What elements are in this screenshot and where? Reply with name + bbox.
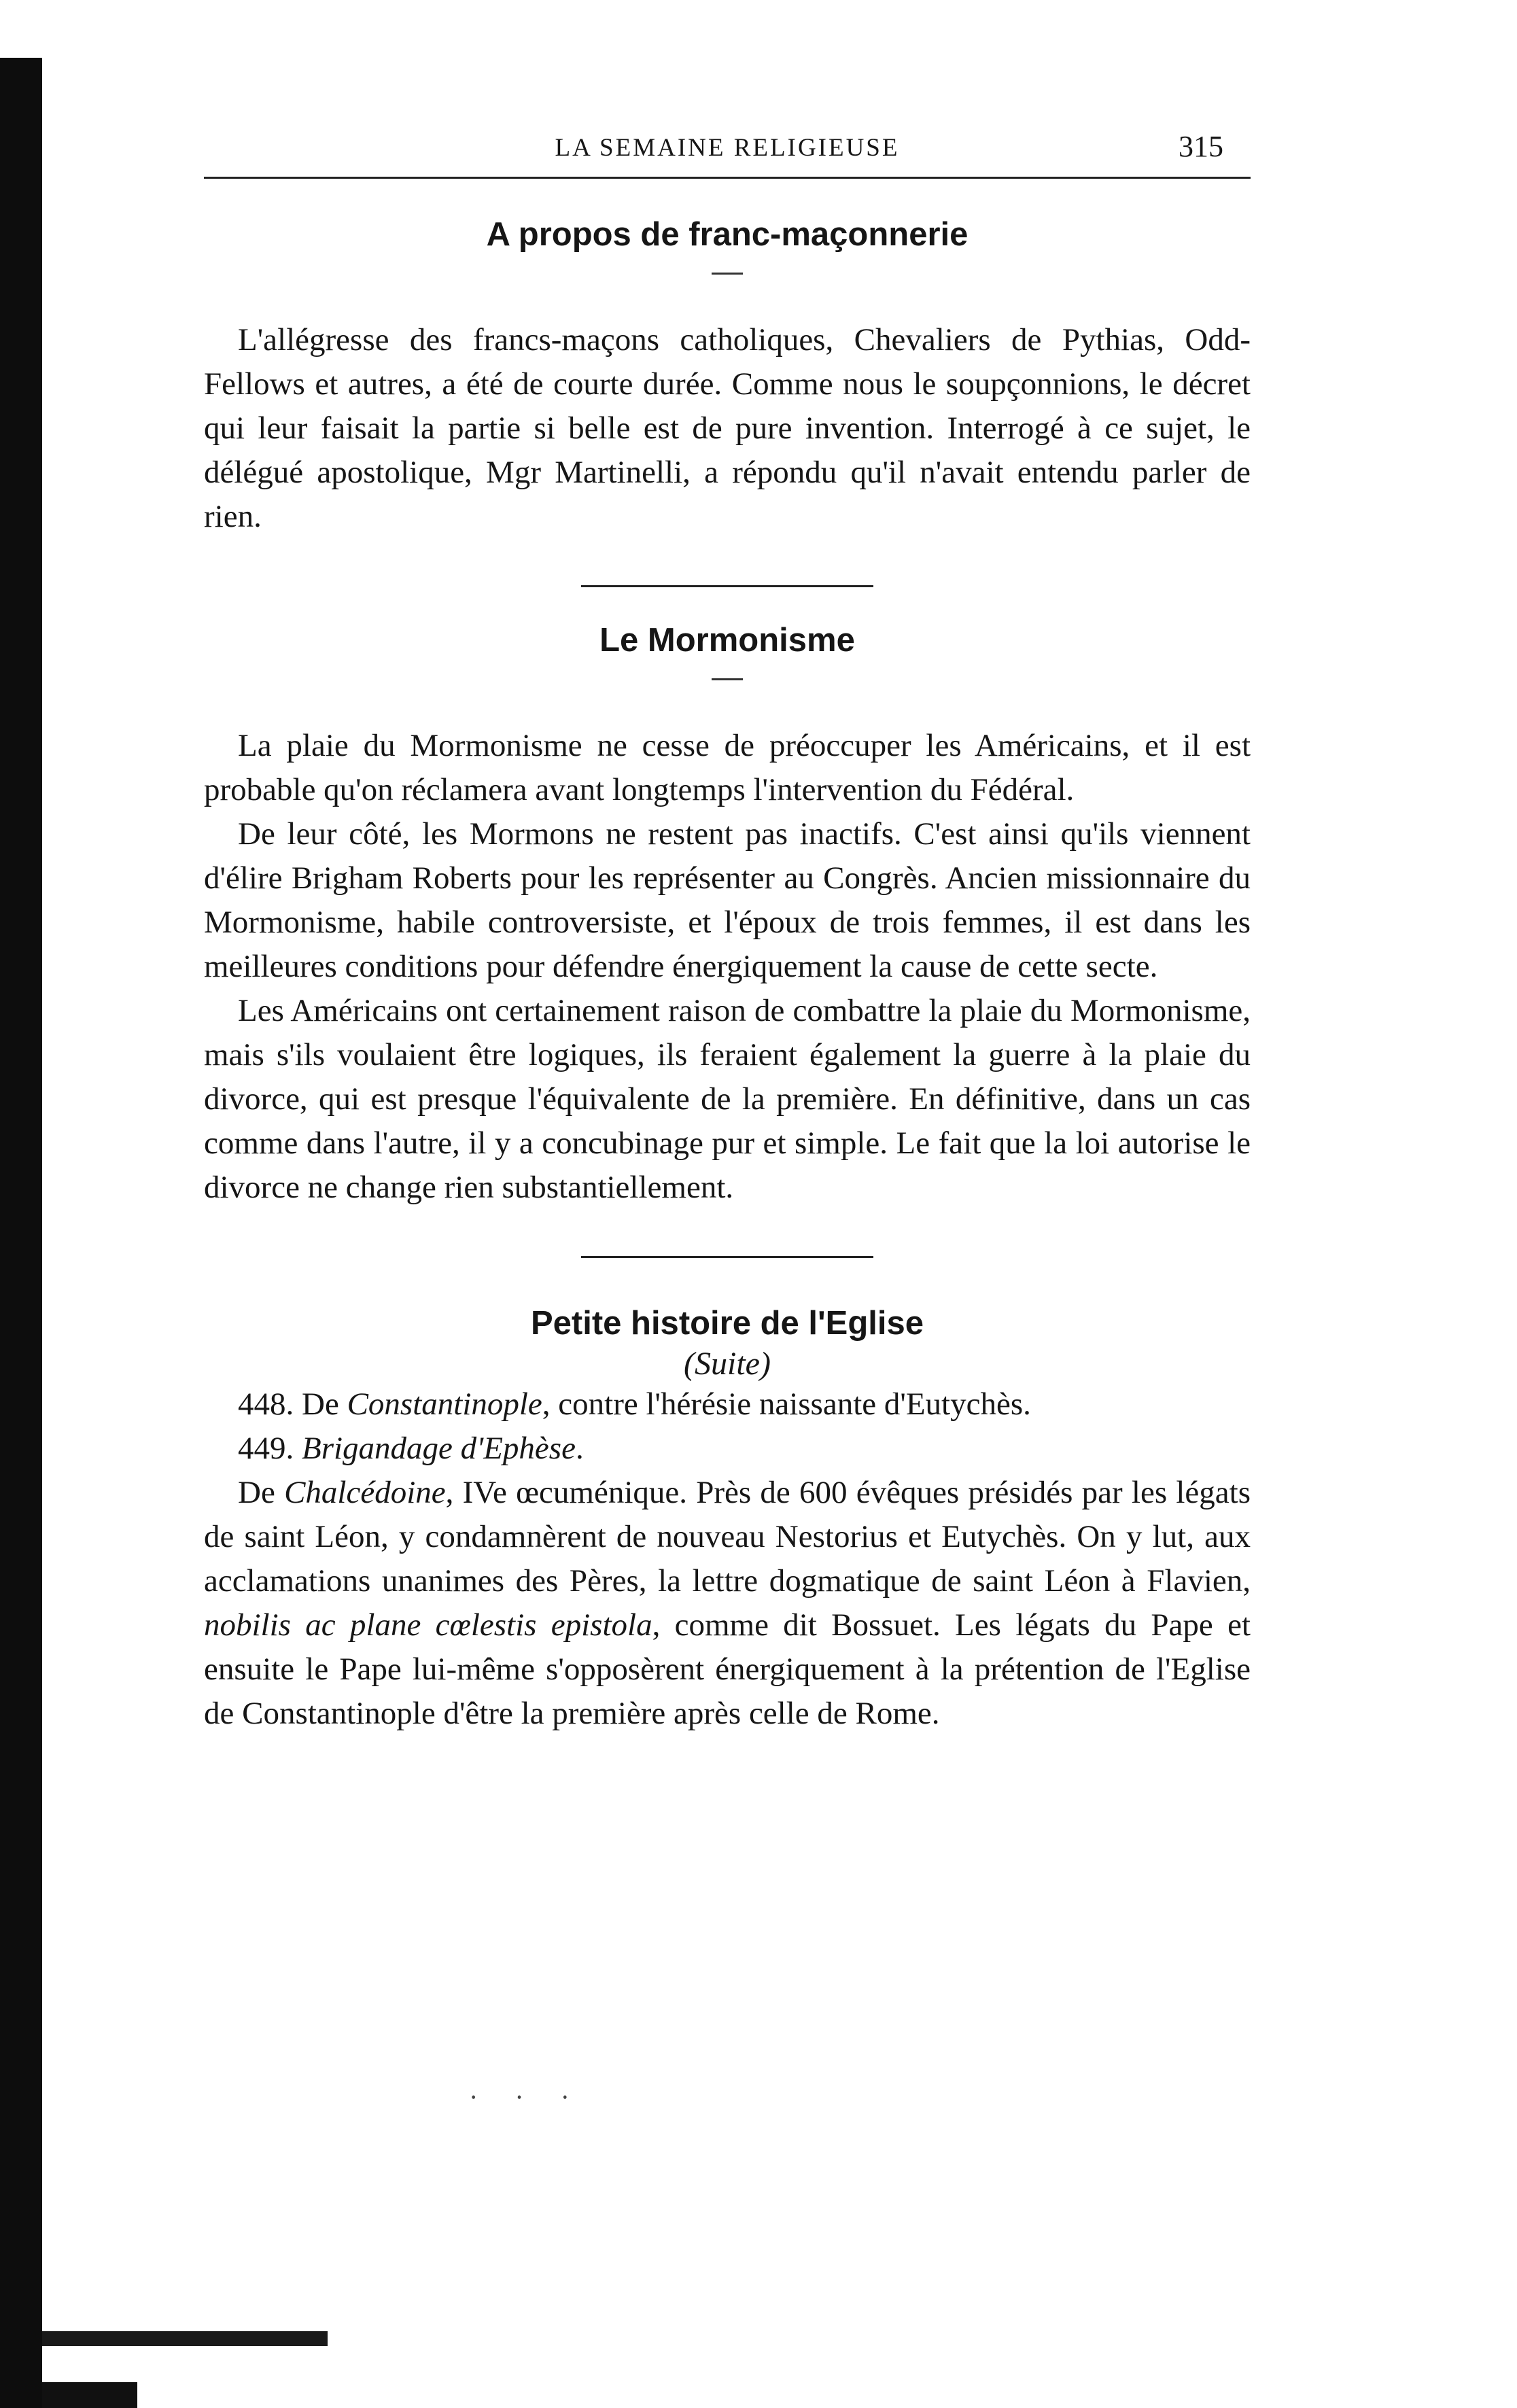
- section-body-mormonisme: [204, 724, 1251, 1210]
- binding-shadow: [0, 58, 42, 2408]
- item-text: [294, 1431, 302, 1466]
- item-emphasis: Brigandage d'Ephèse: [302, 1431, 576, 1466]
- paragraph: Les Américains ont certainement raison de combattre la plaie du Mormonisme, mais s'ils voulaient être logiques, ils feraient également la guerre à la plaie du divorce, qui est presque l'équivalente de la première. En définitive, dans un cas comme dans l'autre, il y a concubinage pur et simple. Le fait que la loi autorise le divorce ne change rien substantiellement.: [204, 993, 1251, 1205]
- paragraph: [204, 1471, 1251, 1736]
- running-head: [204, 129, 1251, 179]
- item-emphasis: Constantinople: [347, 1386, 542, 1422]
- page-number: 315: [1179, 130, 1223, 163]
- text-run: , comme dit Bossuet. Les légats du Pape et ensuite le Pape lui-même s'opposèrent énergiquement à la prétention de l'Eglise de Constantinople d'être la première après celle de Rome.: [204, 1607, 1251, 1731]
- title-dash: [712, 273, 743, 275]
- numbered-item: [204, 1427, 1251, 1471]
- section-title-franc-maconnerie: A propos de franc-maçonnerie: [486, 216, 969, 253]
- section-title-petite-histoire: Petite histoire de l'Eglise: [530, 1305, 924, 1342]
- binding-shadow-bottom: [42, 2331, 328, 2346]
- page: [204, 129, 1251, 1736]
- item-text: , contre l'hérésie naissante d'Eutychès.: [542, 1386, 1031, 1422]
- section-separator: [581, 585, 873, 587]
- item-text: De: [294, 1386, 347, 1422]
- section-subtitle: (Suite): [684, 1346, 771, 1382]
- title-dash: [712, 678, 743, 680]
- text-run: De: [238, 1475, 285, 1510]
- paragraph: La plaie du Mormonisme ne cesse de préoccuper les Américains, et il est probable qu'on réclamera avant longtemps l'intervention du Fédéral.: [204, 728, 1251, 807]
- section-body-petite-histoire: [204, 1382, 1251, 1736]
- footer-marks: · · ·: [469, 2082, 585, 2112]
- paragraph: L'allégresse des francs-maçons catholiques, Chevaliers de Pythias, Odd-Fellows et autres, a été de courte durée. Comme nous le soupçonnions, le décret qui leur faisait la partie si belle est de pure invention. Interrogé à ce sujet, le délégué apostolique, Mgr Martinelli, a répondu qu'il n'avait entendu parler de rien.: [204, 322, 1251, 534]
- text-emphasis: Chalcédoine: [284, 1475, 446, 1510]
- paragraph: De leur côté, les Mormons ne restent pas inactifs. C'est ainsi qu'ils viennent d'élire Brigham Roberts pour les représenter au Congrès. Ancien missionnaire du Mormonisme, habile controversiste, et l'époux de trois femmes, il est dans les meilleures conditions pour défendre énergiquement la cause de cette secte.: [204, 816, 1251, 984]
- section-body-franc-maconnerie: [204, 318, 1251, 539]
- item-number: 448.: [238, 1386, 294, 1422]
- running-title: LA SEMAINE RELIGIEUSE: [555, 134, 900, 162]
- text-run: , IVe œcuménique. Près de 600 évêques présidés par les légats de saint Léon, y condamnèrent de nouveau Nestorius et Eutychès. On y lut, aux acclamations unanimes des Pères, la lettre dogmatique de saint Léon à Flavien,: [204, 1475, 1251, 1599]
- item-number: 449.: [238, 1431, 294, 1466]
- text-emphasis: nobilis ac plane cœlestis epistola: [204, 1607, 652, 1643]
- section-title-mormonisme: Le Mormonisme: [599, 622, 855, 659]
- binding-shadow-corner: [42, 2382, 137, 2408]
- numbered-item: [204, 1382, 1251, 1427]
- section-separator: [581, 1256, 873, 1258]
- item-text: .: [575, 1431, 584, 1466]
